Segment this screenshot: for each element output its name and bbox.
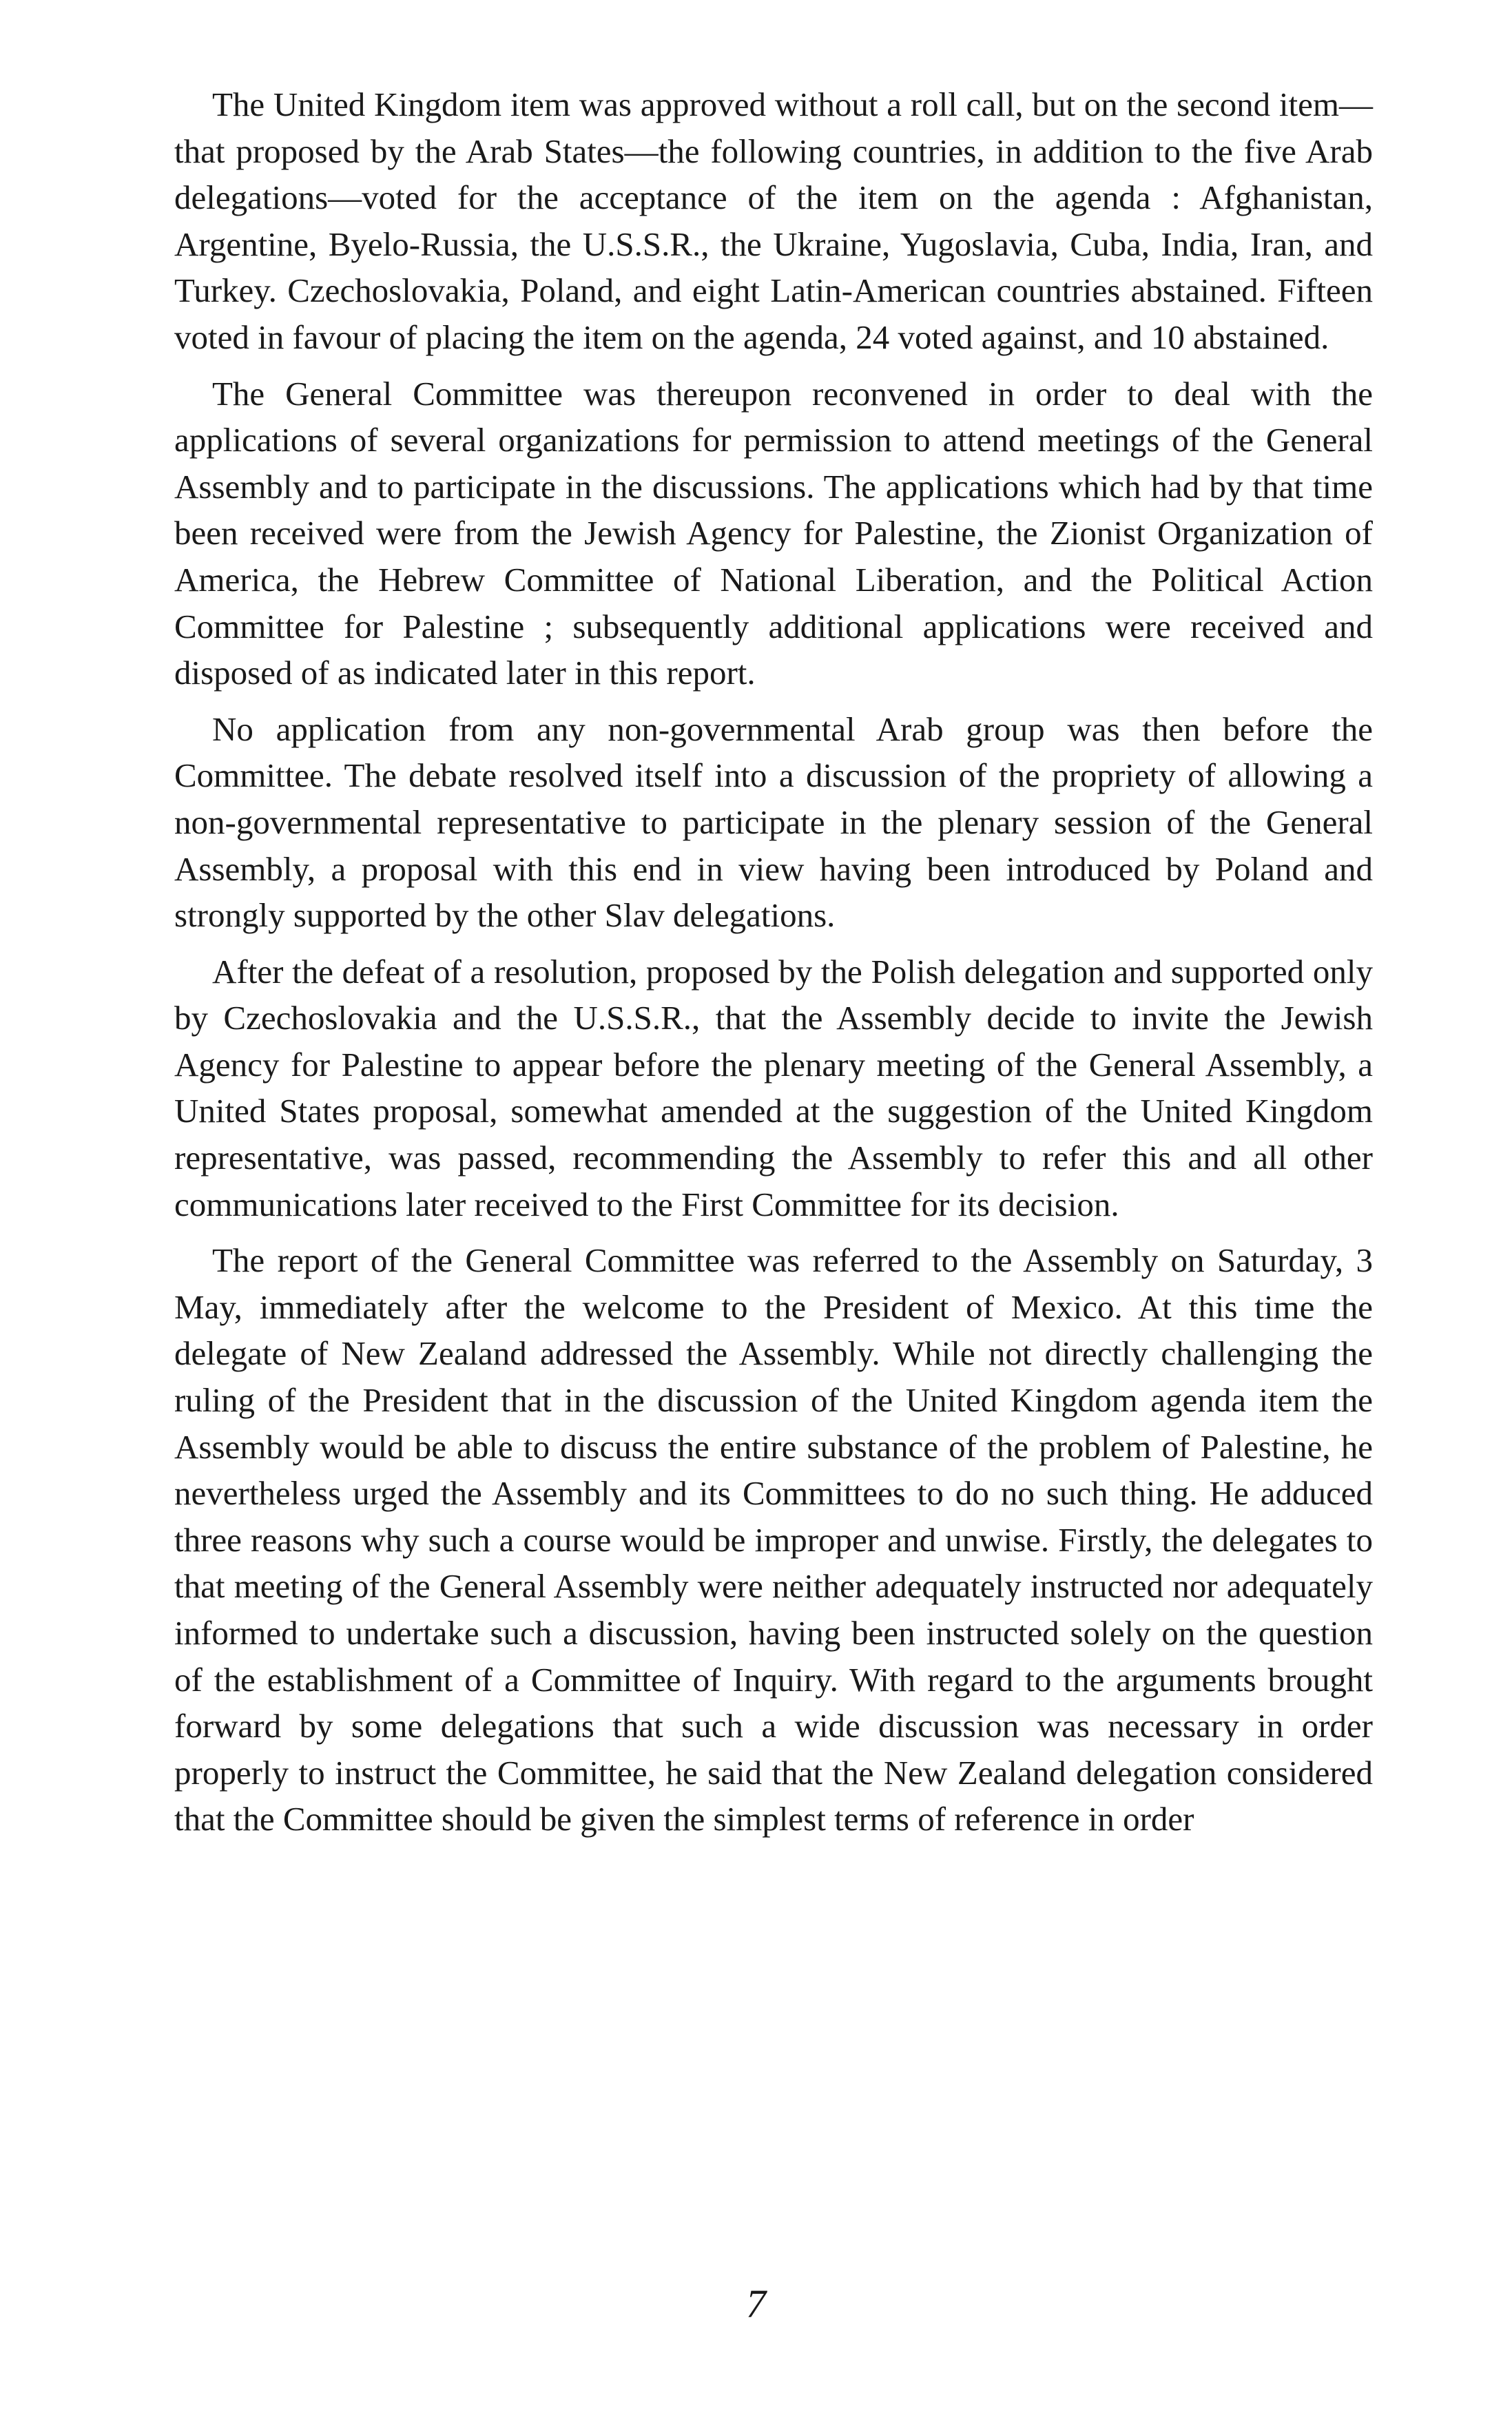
paragraph-polish-resolution: After the defeat of a resolution, proposed by the Polish delegation and supported only by Czechoslovakia and the U.S.S.R., that the Assembly decide to invite the Jewish Agency for Palestine to appear before the plenary meeting of the General Assembly, a United States proposal, somewhat amended at the suggestion of the United Kingdom representative, was passed, recommending the Assembly to refer this and all other communications later received to the First Committee for its decision. [174,952,1373,1223]
page-number: 7 [746,2281,766,2326]
paragraph-arab-group: No application from any non-governmental Arab group was then before the Committee. The debate resolved itself into a discussion of the propriety of allowing a non-governmental representative to participate in the plenary session of the General Assembly, a proposal with this end in view having been introduced by Poland and strongly supported by the other Slav delegations. [174,709,1373,935]
paragraph-roll-call: The United Kingdom item was approved without a roll call, but on the second item—that proposed by the Arab States—the following countries, in addition to the five Arab delegations—voted for the acceptance of the item on the agenda : Afghanistan, Argentine, Byelo-Russia, the U.S.S.R., the Ukraine, Yugoslavia, Cuba, India, Iran, and Turkey. Czechoslovakia, Poland, and eight Latin-American countries abstained. Fifteen voted in favour of placing the item on the agenda, 24 voted against, and 10 abstained. [174,85,1373,356]
paragraph-general-committee: The General Committee was thereupon reconvened in order to deal with the applications of several organizations for permission to attend meetings of the General Assembly and to participate in the discussions. The applications which had by that time been received were from the Jewish Agency for Palestine, the Zionist Organization of America, the Hebrew Committee of National Liberation, and the Political Action Committee for Palestine ; subsequently additional applications were received and disposed of as indicated later in this report. [174,374,1373,692]
body-text [174,81,1373,1852]
paragraph-new-zealand: The report of the General Committee was referred to the Assembly on Saturday, 3 May, immediately after the welcome to the President of Mexico. At this time the delegate of New Zealand addressed the Assembly. While not directly challenging the ruling of the President that in the discussion of the United Kingdom agenda item the Assembly would be able to discuss the entire substance of the problem of Palestine, he nevertheless urged the Assembly and its Committees to do no such thing. He adduced three reasons why such a course would be improper and unwise. Firstly, the delegates to that meeting of the General Assembly were neither adequately instructed nor adequately informed to undertake such a discussion, having been instructed solely on the question of the establishment of a Committee of Inquiry. With regard to the arguments brought forward by some delegations that such a wide discussion was necessary in order properly to instruct the Committee, he said that the New Zealand delegation considered that the Committee should be given the simplest terms of reference in order [174,1241,1373,1838]
